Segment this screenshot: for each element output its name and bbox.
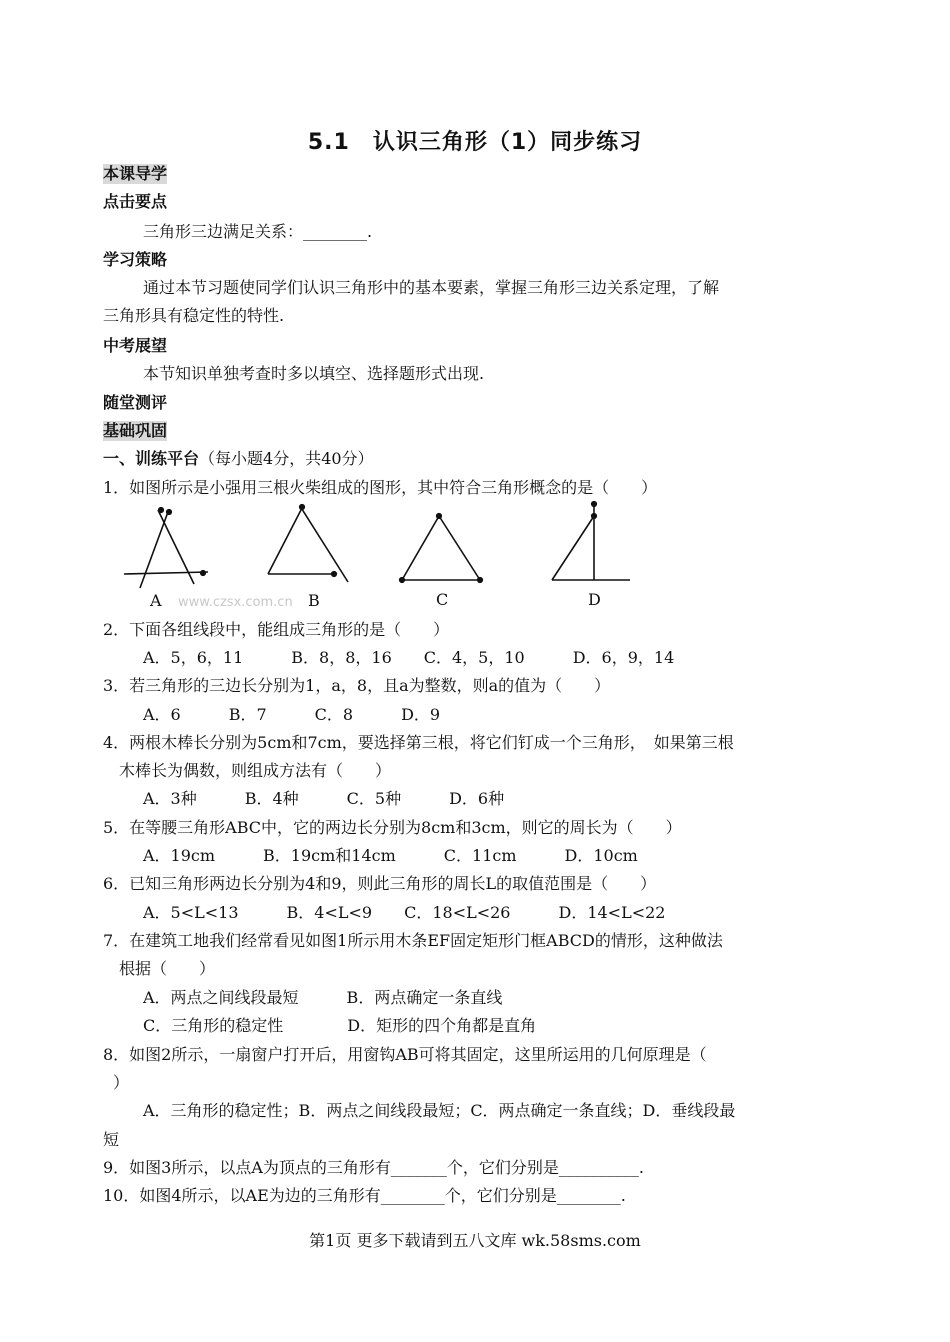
question-4-line-2: 木棒长为偶数，则组成方法有（ ） (119, 761, 392, 780)
strategy-text-1: 通过本节习题使同学们认识三角形中的基本要素，掌握三角形三边关系定理，了解 (143, 278, 720, 297)
question-8-options-2: 短 (103, 1130, 120, 1149)
page-footer: 第1页 更多下载请到五八文库 wk.58sms.com (309, 1231, 641, 1250)
part1-title: 一、训练平台 (103, 449, 200, 468)
figure-label-c: C (436, 590, 449, 609)
section-in-class: 随堂测评 (103, 393, 168, 412)
question-4-options: A．3种 B．4种 C．5种 D．6种 (143, 789, 505, 808)
section-outlook: 中考展望 (103, 336, 168, 355)
question-7-options-2: C．三角形的稳定性 D．矩形的四个角都是直角 (143, 1016, 537, 1035)
figure-c-stick-3 (439, 516, 480, 580)
question-4-line-1: 4．两根木棒长分别为5cm和7cm，要选择第三根，将它们钉成一个三角形， 如果第三根 (103, 733, 734, 752)
figure-d-head-2 (592, 514, 597, 519)
figure-c-head-2 (400, 578, 405, 583)
question-9: 9．如图3所示，以点A为顶点的三角形有_______个，它们分别是__________. (103, 1158, 645, 1177)
figure-label-b: B (308, 591, 320, 610)
figure-c-head-1 (437, 514, 442, 519)
section-strategy: 学习策略 (103, 250, 168, 269)
question-7-options-1: A．两点之间线段最短 B．两点确定一条直线 (143, 988, 503, 1007)
figure-b-stick-3 (300, 506, 348, 582)
q1-figure (118, 498, 638, 610)
key-points-text: 三角形三边满足关系：________. (143, 222, 373, 241)
question-5-options: A．19cm B．19cm和14cm C．11cm D．10cm (143, 846, 638, 865)
matchstick-figures (118, 498, 638, 610)
question-10: 10．如图4所示，以AE为边的三角形有________个，它们分别是________. (103, 1186, 626, 1205)
question-6-options: A．5<L<13 B．4<L<9 C．18<L<26 D．14<L<22 (143, 903, 666, 922)
question-8-line-1: 8．如图2所示，一扇窗户打开后，用窗钩AB可将其固定，这里所运用的几何原理是（ (103, 1045, 707, 1064)
figure-a-head-3 (201, 571, 206, 576)
figure-d-stick-3 (552, 516, 594, 580)
question-5: 5．在等腰三角形ABC中，它的两边长分别为8cm和3cm，则它的周长为（ ） (103, 818, 682, 837)
question-7-line-2: 根据（ ） (119, 959, 216, 978)
figure-d-head-1 (592, 502, 597, 507)
question-2-options: A．5，6，11 B．8，8，16 C．4，5，10 D．6，9，14 (143, 648, 675, 667)
question-6: 6．已知三角形两边长分别为4和9，则此三角形的周长L的取值范围是（ ） (103, 874, 657, 893)
question-8-line-2: ） (113, 1073, 130, 1092)
figure-b-stick-2 (268, 508, 302, 574)
watermark-text: www.czsx.com.cn (178, 595, 293, 610)
question-3-options: A．6 B．7 C．8 D．9 (143, 705, 441, 724)
question-7-line-1: 7．在建筑工地我们经常看见如图1所示用木条EF固定矩形门框ABCD的情形，这种做法 (103, 931, 723, 950)
page-title: 5.1 认识三角形（1）同步练习 (307, 130, 643, 155)
figure-label-d: D (588, 590, 601, 609)
figure-c-stick-2 (402, 516, 439, 580)
figure-b-head-1 (300, 505, 305, 510)
question-3: 3．若三角形的三边长分别为1，a，8，且a为整数，则a的值为（ ） (103, 676, 611, 695)
figure-label-a: A (150, 591, 162, 610)
question-8-options-1: A．三角形的稳定性；B．两点之间线段最短；C．两点确定一条直线；D．垂线段最 (143, 1101, 736, 1120)
figure-a-stick-1 (124, 572, 208, 574)
section-basic: 基础巩固 (103, 421, 168, 440)
section-key-points: 点击要点 (103, 192, 168, 211)
outlook-text: 本节知识单独考查时多以填空、选择题形式出现. (143, 364, 485, 383)
figure-c-head-3 (478, 578, 483, 583)
strategy-text-2: 三角形具有稳定性的特性. (103, 306, 285, 325)
part1-note: （每小题4分，共40分） (199, 449, 374, 468)
question-1: 1．如图所示是小强用三根火柴组成的图形，其中符合三角形概念的是（ ） (103, 478, 658, 497)
part1-heading (103, 449, 374, 469)
section-guide: 本课导学 (103, 164, 168, 183)
figure-b-head-2 (332, 572, 337, 577)
figure-a-head-1 (159, 508, 164, 513)
figure-a-head-2 (167, 510, 172, 515)
question-2: 2．下面各组线段中，能组成三角形的是（ ） (103, 620, 450, 639)
